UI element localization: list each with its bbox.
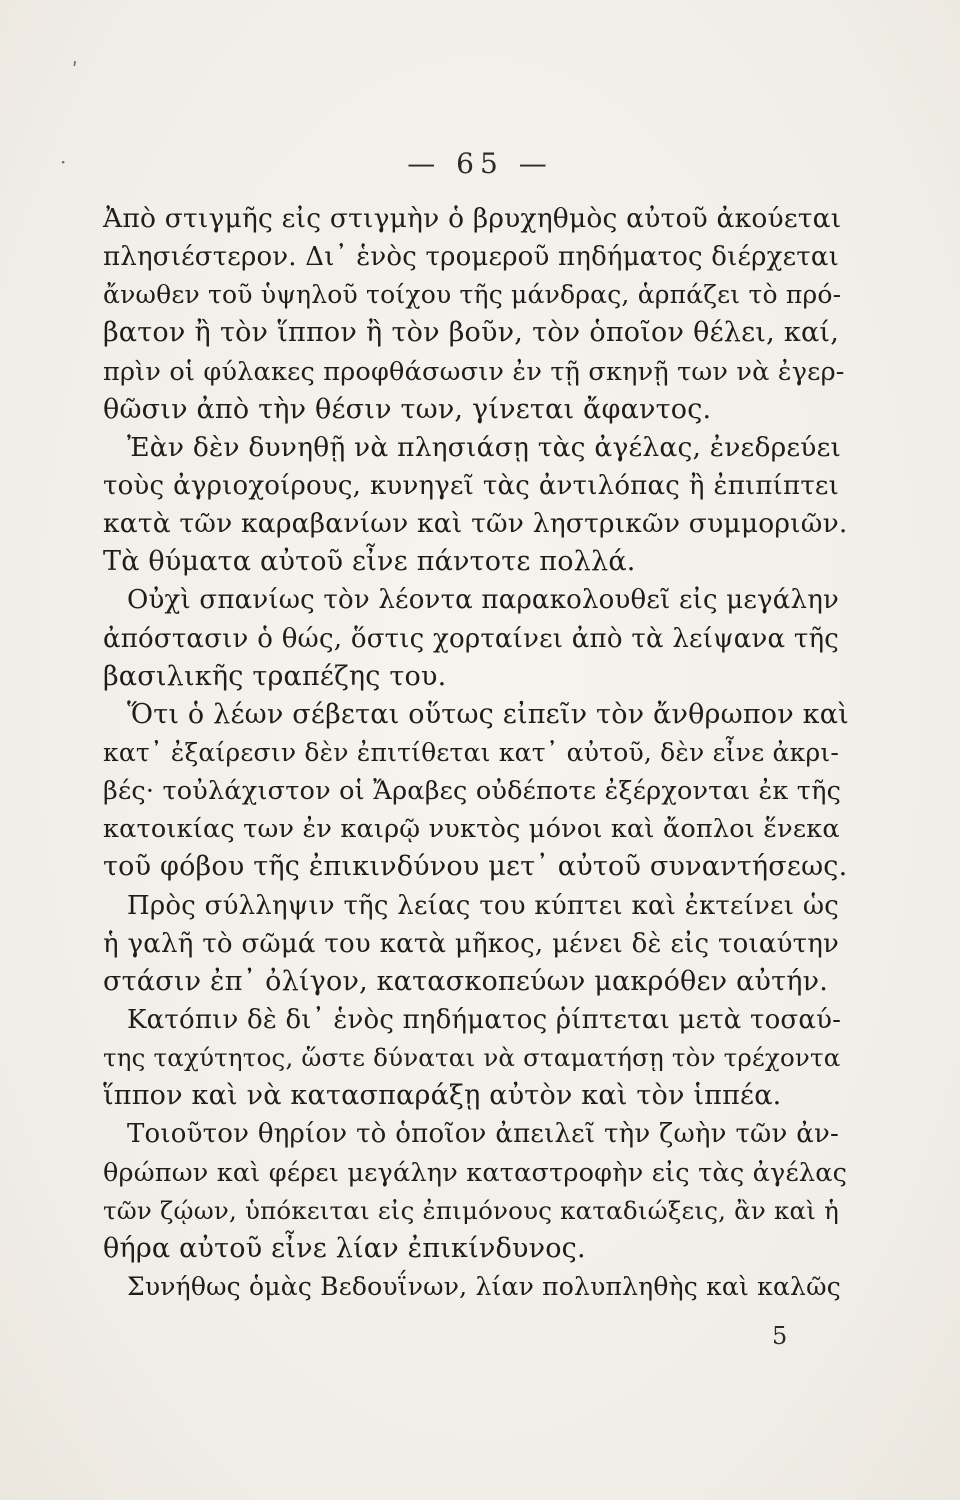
text-line: ἵππον καὶ νὰ κατασπαράξῃ αὐτὸν καὶ τὸν ἱππέα. [103, 1080, 782, 1112]
text-line: ἡ γαλῆ τὸ σῶμά του κατὰ μῆκος, μένει δὲ εἰς τοιαύτην [103, 928, 839, 959]
text-line: πλησιέστερον. Δι᾽ ἑνὸς τρομεροῦ πηδήματος διέρχεται [103, 242, 839, 273]
text-line: Ἀπὸ στιγμῆς εἰς στιγμὴν ὁ βρυχηθμὸς αὐτοῦ ἀκούεται [103, 203, 842, 234]
text-line: θρώπων καὶ φέρει μεγάλην καταστροφὴν εἰς τὰς ἀγέλας [103, 1157, 848, 1188]
text-line: ἀπόστασιν ὁ θώς, ὅστις χορταίνει ἀπὸ τὰ λείψανα τῆς [103, 623, 839, 654]
text-line: στάσιν ἐπ᾽ ὀλίγον, κατασκοπεύων μακρόθεν αὐτήν. [103, 965, 829, 997]
stray-ink-dot: · [60, 150, 67, 174]
text-line: Πρὸς σύλληψιν τῆς λείας του κύπτει καὶ ἐκτείνει ὡς [127, 890, 839, 921]
text-line: Τοιοῦτον θηρίον τὸ ὁποῖον ἀπειλεῖ τὴν ζωὴν τῶν ἀν- [127, 1119, 839, 1150]
text-line: βατον ἢ τὸν ἵππον ἢ τὸν βοῦν, τὸν ὁποῖον θέλει, καί, [103, 317, 839, 349]
text-line: θήρα αὐτοῦ εἶνε λίαν ἐπικίνδυνος. [103, 1232, 586, 1264]
stray-ink-mark: ʹ [72, 58, 78, 82]
text-line: βασιλικῆς τραπέζης του. [103, 660, 447, 692]
text-line: τοὺς ἀγριοχοίρους, κυνηγεῖ τὰς ἀντιλόπας ἢ ἐπιπίπτει [103, 470, 839, 501]
text-line: Κατόπιν δὲ δι᾽ ἑνὸς πηδήματος ῥίπτεται μετὰ τοσαύ- [127, 1004, 842, 1035]
text-line: Τὰ θύματα αὐτοῦ εἶνε πάντοτε πολλά. [103, 546, 636, 578]
signature-mark: 5 [772, 1322, 788, 1350]
text-line: Ὅτι ὁ λέων σέβεται οὕτως εἰπεῖν τὸν ἄνθρωπον καὶ [127, 698, 849, 730]
text-line: βές· τοὐλάχιστον οἱ Ἄραβες οὐδέποτε ἐξέρχονται ἐκ τῆς [103, 776, 842, 807]
text-line: της ταχύτητος, ὥστε δύναται νὰ σταματήσῃ τὸν τρέχοντα [103, 1043, 841, 1073]
text-line: Οὐχὶ σπανίως τὸν λέοντα παρακολουθεῖ εἰς μεγάλην [127, 585, 839, 616]
text-line: πρὶν οἱ φύλακες προφθάσωσιν ἐν τῇ σκηνῇ των νὰ ἐγερ- [103, 356, 845, 387]
page-number-header: — 65 — [407, 147, 553, 180]
text-line: τοῦ φόβου τῆς ἐπικινδύνου μετ᾽ αὐτοῦ συναντήσεως. [103, 851, 848, 883]
text-line: ἄνωθεν τοῦ ὑψηλοῦ τοίχου τῆς μάνδρας, ἁρπάζει τὸ πρό- [103, 280, 842, 310]
text-line: Ἐὰν δὲν δυνηθῇ νὰ πλησιάσῃ τὰς ἀγέλας, ἐνεδρεύει [127, 431, 842, 463]
text-line: Συνήθως ὁμὰς Βεδουΐνων, λίαν πολυπληθὴς καὶ καλῶς [127, 1271, 841, 1301]
text-line: κατὰ τῶν καραβανίων καὶ τῶν ληστρικῶν συμμοριῶν. [103, 508, 848, 540]
text-line: κατοικίας των ἐν καιρῷ νυκτὸς μόνοι καὶ ἄοπλοι ἕνεκα [103, 814, 840, 845]
text-line: τῶν ζῴων, ὑπόκειται εἰς ἐπιμόνους καταδιώξεις, ἂν καὶ ἡ [103, 1195, 839, 1225]
text-line: κατ᾽ ἐξαίρεσιν δὲν ἐπιτίθεται κατ᾽ αὐτοῦ, δὲν εἶνε ἀκρι- [103, 737, 839, 767]
body-text [103, 200, 849, 1306]
text-line: θῶσιν ἀπὸ τὴν θέσιν των, γίνεται ἄφαντος. [103, 393, 712, 425]
